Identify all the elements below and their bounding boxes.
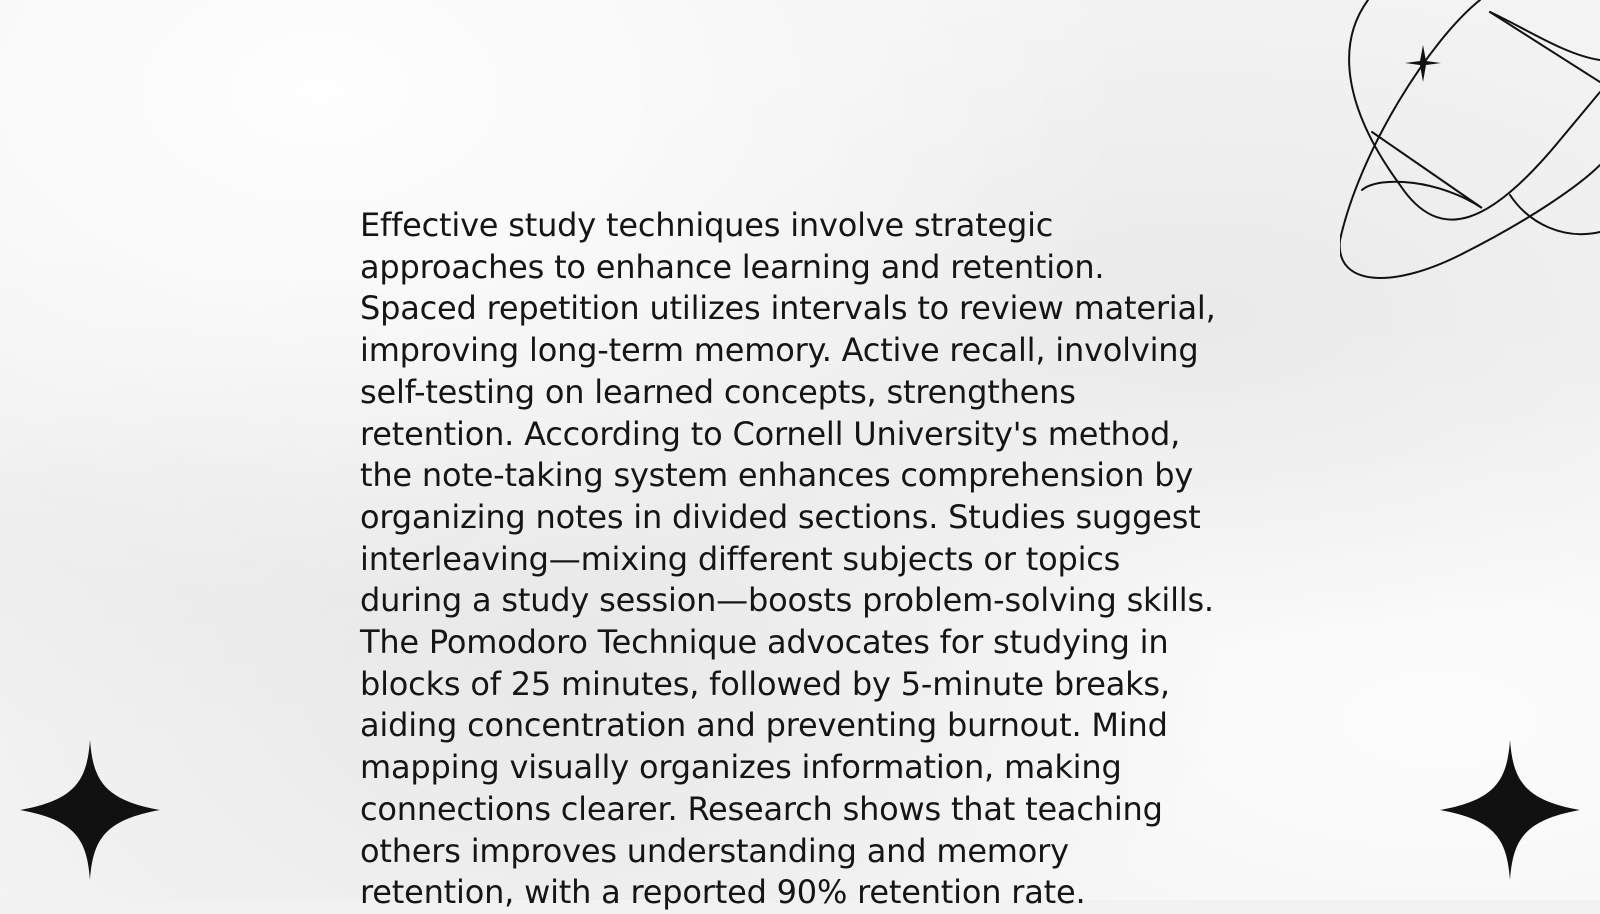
body-paragraph [360, 205, 1260, 914]
text-line: blocks of 25 minutes, followed by 5-minute breaks, [360, 664, 1170, 703]
text-line: The Pomodoro Technique advocates for studying in [360, 623, 1169, 662]
four-point-star-icon [20, 740, 160, 880]
four-point-star-icon [1440, 740, 1580, 880]
text-line: aiding concentration and preventing burnout. Mind [360, 706, 1168, 745]
text-line: approaches to enhance learning and retention. [360, 247, 1105, 286]
text-line: improving long-term memory. Active recall, involving [360, 331, 1199, 370]
text-line: Spaced repetition utilizes intervals to review material, [360, 289, 1216, 328]
text-line: the note-taking system enhances comprehension by [360, 456, 1194, 495]
text-line: Effective study techniques involve strategic [360, 206, 1054, 244]
text-line: retention. According to Cornell University's method, [360, 414, 1181, 453]
text-line: interleaving—mixing different subjects or topics [360, 539, 1121, 578]
text-line: retention, with a reported 90% retention rate. [360, 873, 1086, 912]
text-line: organizing notes in divided sections. Studies suggest [360, 497, 1201, 536]
orbit-sparkle-icon [1340, 0, 1600, 290]
text-line: connections clearer. Research shows that teaching [360, 789, 1163, 828]
text-line: during a study session—boosts problem-solving skills. [360, 581, 1214, 620]
text-line: others improves understanding and memory [360, 831, 1069, 870]
text-line: mapping visually organizes information, making [360, 748, 1122, 787]
text-line: self-testing on learned concepts, strengthens [360, 372, 1076, 411]
